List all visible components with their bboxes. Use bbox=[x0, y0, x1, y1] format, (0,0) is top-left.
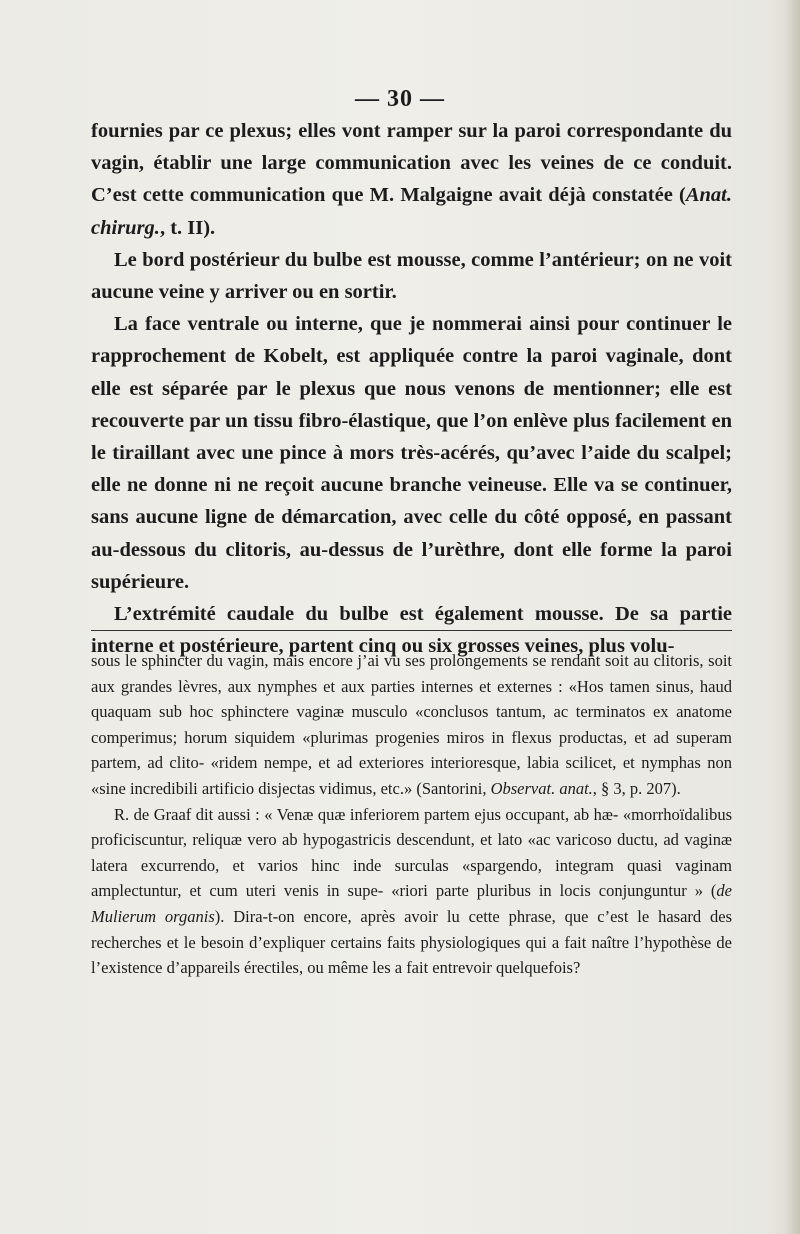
text-run: Le bord postérieur du bulbe est mousse, comme l’antérieur; on ne voit aucune veine y arriver ou en sortir. bbox=[91, 248, 732, 304]
text-run: , t. II). bbox=[159, 216, 216, 239]
italic-citation: de Mulierum organis bbox=[91, 881, 732, 926]
italic-citation: Anat. chirurg. bbox=[91, 184, 732, 239]
text-run: ). Dira-t-on encore, après avoir lu cette phrase, que c’est le hasard des recherches et le besoin d’expliquer certains faits physiologiques qui a fait naître l’hypothèse de l’existence d’appareils érectiles, ou même les a fait entrevoir quelquefois? bbox=[91, 906, 732, 978]
paragraph bbox=[91, 115, 732, 244]
footnote-divider bbox=[91, 630, 732, 631]
footnotes bbox=[91, 648, 732, 981]
italic-citation: Observat. anat. bbox=[490, 778, 593, 798]
paragraph bbox=[91, 308, 732, 598]
text-run: fournies par ce plexus; elles vont ramper sur la paroi correspondante du vagin, établir une large communication avec les veines de ce conduit. C’est cette communication que M. Malgaigne avait déjà constatée ( bbox=[91, 120, 732, 207]
footnote-paragraph bbox=[91, 802, 732, 981]
text-run: La face ventrale ou interne, que je nommerai ainsi pour continuer le rapprochement de Kobelt, est appliquée contre la paroi vaginale, dont elle est séparée par le plexus que nous venons de mentionner; elle est recouverte par un tissu fibro-élastique, que l’on enlève plus facilement en le tiraillant avec une pince à mors très-acérés, qu’avec l’aide du scalpel; elle ne donne ni ne reçoit aucune branche veineuse. Elle va se continuer, sans aucune ligne de démarcation, avec celle du côté opposé, en passant au-dessous du clitoris, au-dessus de l’urèthre, dont elle forme la paroi supérieure. bbox=[91, 313, 732, 593]
text-run: L’extrémité caudale du bulbe est également mousse. De sa partie interne et postérieure, partent cinq ou six grosses veines, plus volu- bbox=[91, 603, 732, 658]
page-edge-shadow bbox=[786, 0, 800, 1234]
paragraph bbox=[91, 244, 732, 308]
text-run: R. de Graaf dit aussi : « Venæ quæ inferiorem partem ejus occupant, ab hæ- «morrhoïdalibus proficiscuntur, reliquæ vero ab hypogastricis descendunt, et lato «ac varicoso ductu, ad vaginæ latera excurrendo, et varios hinc inde surculas «spargendo, integram quasi vaginam amplectuntur, et cum uteri venis in supe- «riori parte pluribus in locis conjunguntur » ( bbox=[91, 804, 732, 901]
main-text bbox=[91, 115, 732, 662]
page-number: — 30 — bbox=[355, 86, 445, 112]
text-run: , § 3, p. 207). bbox=[592, 778, 681, 798]
text-run: sous le sphincter du vagin, mais encore j’ai vu ses prolongements se rendant soit au clitoris, soit aux grandes lèvres, aux nymphes et aux parties internes et externes : «Hos tamen sinus, haud quaquam sub hoc sphinctere vaginæ musculo «conclusos tantum, ac terminatos ex anatome comperimus; horum siquidem «plurimas progenies miros in flexus productas, et ad superam partem, ad clito- «ridem nempe, et ad exteriores interioresque, labia scilicet, et nymphas non «sine incredibili artificio disjectas vidimus, etc.» (Santorini, bbox=[91, 651, 732, 798]
footnote-paragraph bbox=[91, 648, 732, 802]
